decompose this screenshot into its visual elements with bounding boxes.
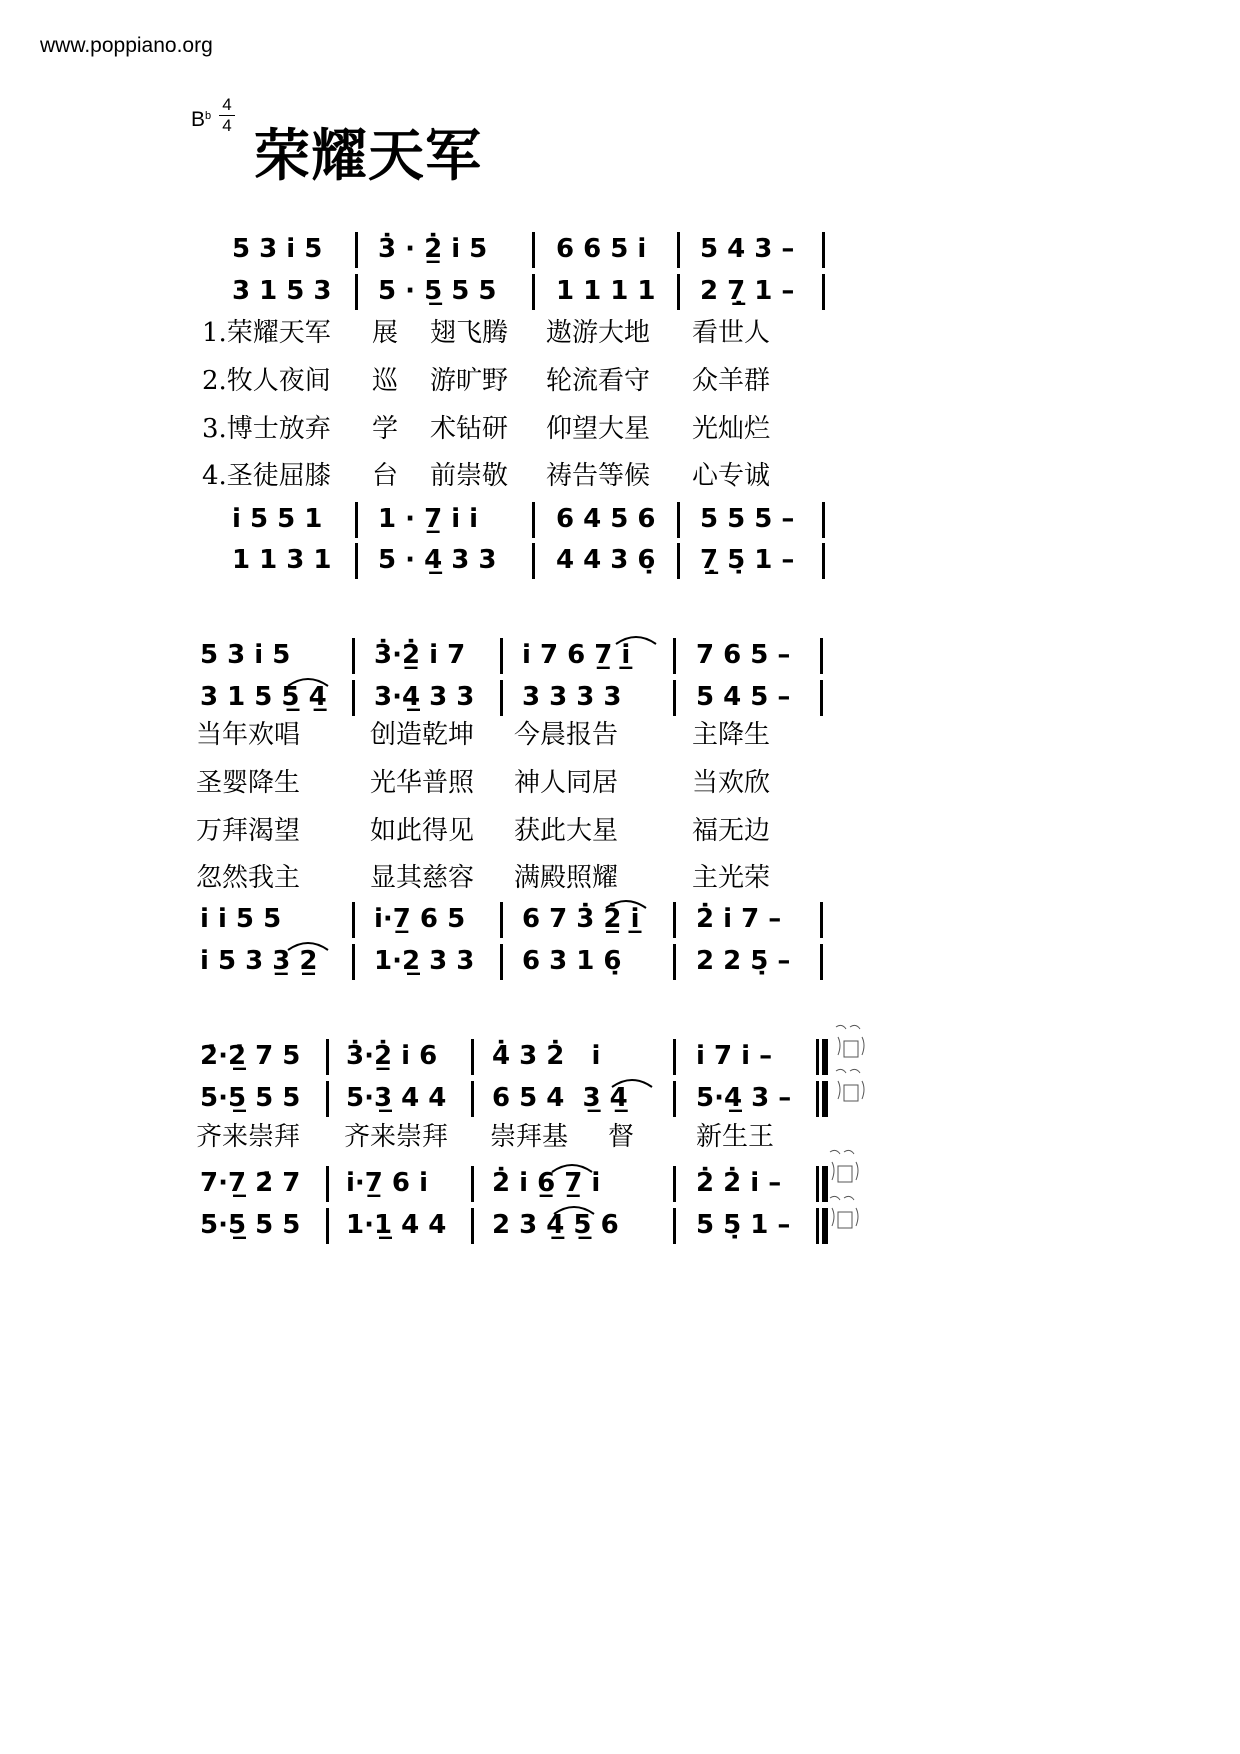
slur: [604, 896, 648, 910]
barline: [352, 680, 355, 716]
system3-voice2-measure: 5·5̲ 5 5: [200, 1083, 301, 1113]
system3-voice3-row: [0, 1164, 1240, 1200]
lyric: 主降生: [692, 720, 771, 750]
system2-voice2-measure: 5 4 5 –: [696, 682, 791, 712]
barline: [822, 543, 825, 579]
lyric: 术钻研: [430, 414, 509, 444]
lyric: 看世人: [692, 318, 771, 348]
system2-voice3-measure: i̇·7̲ 6 5: [374, 904, 466, 934]
barline: [673, 680, 676, 716]
system1-voice4-measure: 5 · 4̲ 3 3: [378, 545, 497, 575]
barline: [673, 1081, 676, 1117]
lyric: 当欢欣: [692, 768, 771, 798]
lyric: 福无边: [692, 816, 771, 846]
lyric: 光灿烂: [692, 414, 771, 444]
lyric: 万拜渴望: [196, 816, 301, 846]
key-base: B: [191, 108, 206, 131]
barline: [677, 502, 680, 538]
barline: [471, 1039, 474, 1075]
lyric: 督: [608, 1122, 635, 1152]
system3-voice1-measure: 3̇·2̲̇ i̇ 6: [346, 1041, 438, 1071]
system2-voice1-measure: 3̇·2̲̇ i̇ 7: [374, 640, 466, 670]
lyric: 圣婴降生: [196, 768, 301, 798]
system2-voice2-measure: 3·4̲ 3 3: [374, 682, 475, 712]
key-accidental: b: [205, 110, 212, 122]
lyric: 翅飞腾: [430, 318, 509, 348]
site-url[interactable]: www.poppiano.org: [40, 34, 213, 57]
song-title: 荣耀天军: [254, 123, 482, 189]
barline: [500, 902, 503, 938]
lyric: 学: [372, 414, 399, 444]
system2-voice2-measure: 3 1 5 5̲ 4̲: [200, 682, 327, 712]
final-barline-thin: [816, 1208, 819, 1244]
slur: [286, 938, 330, 952]
system1-voice3-measure: 1 · 7̲ i̇ i̇: [378, 504, 479, 534]
lyric: 展: [372, 318, 399, 348]
system2-voice1-measure: i̇ 7 6 7̲ i̲̇: [522, 640, 631, 670]
barline: [820, 902, 823, 938]
system2-voice3-measure: i̇ i̇ 5 5: [200, 904, 282, 934]
repeat-ending-icon: [826, 1148, 862, 1194]
barline: [355, 274, 358, 310]
system3-voice1-measure: i̇ 7 i̇ –: [696, 1041, 773, 1071]
system3-voice3-measure: i̇·7̲ 6 i̇: [346, 1168, 428, 1198]
barline: [677, 232, 680, 268]
barline: [355, 232, 358, 268]
system3-voice1-row: [0, 1037, 1240, 1073]
system2-voice4-row: [0, 942, 1240, 978]
repeat-ending-icon: [832, 1067, 868, 1113]
slur: [610, 1075, 654, 1089]
final-barline-thin: [816, 1166, 819, 1202]
system2-voice4-measure: 2 2 5̣ –: [696, 946, 791, 976]
slur: [286, 674, 330, 688]
system3-voice2-measure: 5·4̲ 3 –: [696, 1083, 792, 1113]
lyric: 主光荣: [692, 863, 771, 893]
lyric: 轮流看守: [546, 366, 651, 396]
barline: [352, 944, 355, 980]
barline: [673, 944, 676, 980]
slur: [552, 1202, 596, 1216]
barline: [355, 502, 358, 538]
system2-voice4-measure: 6 3 1 6̣: [522, 946, 622, 976]
barline: [820, 638, 823, 674]
system1-voice3-measure: 5 5 5 –: [700, 504, 795, 534]
system2-voice4-measure: 1·2̲ 3 3: [374, 946, 475, 976]
lyric: 台: [372, 461, 399, 491]
final-barline-thin: [816, 1081, 819, 1117]
system1-voice1-measure: 3̇ · 2̲̇ i̇ 5: [378, 234, 488, 264]
system1-voice4-measure: 7̣̲ 5̣ 1 –: [700, 545, 795, 575]
barline: [326, 1081, 329, 1117]
repeat-ending-icon: [832, 1023, 868, 1069]
barline: [673, 1039, 676, 1075]
lyric: 1.荣耀天军: [202, 318, 331, 348]
system1-voice1-row: [0, 230, 1240, 266]
system3-voice4-measure: 5·5̲ 5 5: [200, 1210, 301, 1240]
time-signature-top: 4: [222, 95, 232, 114]
system1-voice3-measure: 6 4 5 6: [556, 504, 656, 534]
system2-voice2-row: [0, 678, 1240, 714]
lyric: 忽然我主: [196, 863, 301, 893]
system1-voice4-row: [0, 541, 1240, 577]
barline: [355, 543, 358, 579]
system1-voice2-row: [0, 272, 1240, 308]
system1-voice2-measure: 1 1 1 1: [556, 276, 656, 306]
barline: [677, 543, 680, 579]
system3-voice1-measure: 2̇·2̲̇ 7 5: [200, 1041, 301, 1071]
lyric: 4.圣徒屈膝: [202, 461, 331, 491]
system3-voice3-measure: 2̇ 2̇ i̇ –: [696, 1168, 782, 1198]
barline: [532, 232, 535, 268]
system3-voice4-measure: 5 5̣ 1 –: [696, 1210, 791, 1240]
system1-voice3-measure: i̇ 5 5 1: [232, 504, 323, 534]
barline: [673, 1166, 676, 1202]
lyric: 显其慈容: [370, 863, 475, 893]
system3-voice4-measure: 1·1̲ 4 4: [346, 1210, 447, 1240]
lyric: 众羊群: [692, 366, 771, 396]
lyric: 祷告等候: [546, 461, 651, 491]
final-barline-thick: [822, 1039, 828, 1075]
lyric: 遨游大地: [546, 318, 651, 348]
time-signature-bottom: 4: [222, 116, 232, 135]
barline: [500, 944, 503, 980]
barline: [326, 1039, 329, 1075]
barline: [352, 638, 355, 674]
slur: [614, 632, 658, 646]
barline: [532, 543, 535, 579]
lyric: 3.博士放弃: [202, 414, 331, 444]
barline: [471, 1208, 474, 1244]
system3-voice3-measure: 2̇ i̇ 6̲ 7̲ i̇: [492, 1168, 601, 1198]
lyric: 如此得见: [370, 816, 475, 846]
system3-voice2-row: [0, 1079, 1240, 1115]
system3-voice2-measure: 5·3̲ 4 4: [346, 1083, 447, 1113]
lyric: 创造乾坤: [370, 720, 475, 750]
repeat-ending-icon: [826, 1194, 862, 1240]
system2-voice1-measure: 5 3 i̇ 5: [200, 640, 291, 670]
system2-voice1-measure: 7 6 5 –: [696, 640, 791, 670]
lyric: 巡: [372, 366, 399, 396]
lyric: 光华普照: [370, 768, 475, 798]
barline: [352, 902, 355, 938]
barline: [532, 502, 535, 538]
barline: [677, 274, 680, 310]
barline: [673, 1208, 676, 1244]
lyric: 前崇敬: [430, 461, 509, 491]
lyric: 2.牧人夜间: [202, 366, 331, 396]
lyric: 齐来崇拜: [196, 1122, 301, 1152]
barline: [326, 1208, 329, 1244]
system2-voice3-row: [0, 900, 1240, 936]
barline: [500, 638, 503, 674]
barline: [471, 1166, 474, 1202]
final-barline-thick: [822, 1081, 828, 1117]
lyric: 齐来崇拜: [344, 1122, 449, 1152]
lyric: 新生王: [696, 1122, 775, 1152]
system1-voice3-row: [0, 500, 1240, 536]
system3-voice1-measure: 4̇ 3 2̇ i̇: [492, 1041, 601, 1071]
barline: [532, 274, 535, 310]
system1-voice1-measure: 5 3 i̇ 5: [232, 234, 323, 264]
barline: [820, 944, 823, 980]
system3-voice4-measure: 2 3 4̲ 5̲ 6: [492, 1210, 619, 1240]
lyric: 崇拜基: [490, 1122, 569, 1152]
system2-voice4-measure: i̇ 5 3 3̲ 2̲: [200, 946, 318, 976]
barline: [500, 680, 503, 716]
system1-voice4-measure: 1 1 3 1: [232, 545, 332, 575]
barline: [326, 1166, 329, 1202]
lyric: 满殿照耀: [514, 863, 619, 893]
system1-voice2-measure: 2 7̣̲ 1 –: [700, 276, 795, 306]
lyric: 心专诚: [692, 461, 771, 491]
barline: [471, 1081, 474, 1117]
system2-voice3-measure: 2̇ i̇ 7 –: [696, 904, 782, 934]
system3-voice2-measure: 6 5 4 3̲ 4̲: [492, 1083, 628, 1113]
key-signature: [191, 108, 211, 132]
system3-voice4-row: [0, 1206, 1240, 1242]
lyric: 游旷野: [430, 366, 509, 396]
system1-voice4-measure: 4 4 3 6̣: [556, 545, 656, 575]
lyric: 当年欢唱: [196, 720, 301, 750]
barline: [820, 680, 823, 716]
final-barline-thin: [816, 1039, 819, 1075]
barline: [822, 274, 825, 310]
lyric: 今晨报告: [514, 720, 619, 750]
system2-voice2-measure: 3 3 3 3: [522, 682, 622, 712]
barline: [673, 902, 676, 938]
system2-voice3-measure: 6 7 3̇ 2̲̇ i̲̇: [522, 904, 640, 934]
lyric: 神人同居: [514, 768, 619, 798]
barline: [673, 638, 676, 674]
system2-voice1-row: [0, 636, 1240, 672]
slur: [550, 1160, 594, 1174]
barline: [822, 502, 825, 538]
system1-voice1-measure: 5 4 3 –: [700, 234, 795, 264]
system1-voice2-measure: 5 · 5̲ 5 5: [378, 276, 497, 306]
time-signature: [219, 96, 235, 135]
system1-voice2-measure: 3 1 5 3: [232, 276, 332, 306]
barline: [822, 232, 825, 268]
system3-voice3-measure: 7·7̲ 2̇ 7: [200, 1168, 301, 1198]
lyric: 获此大星: [514, 816, 619, 846]
system1-voice1-measure: 6 6 5 i̇: [556, 234, 647, 264]
lyric: 仰望大星: [546, 414, 651, 444]
